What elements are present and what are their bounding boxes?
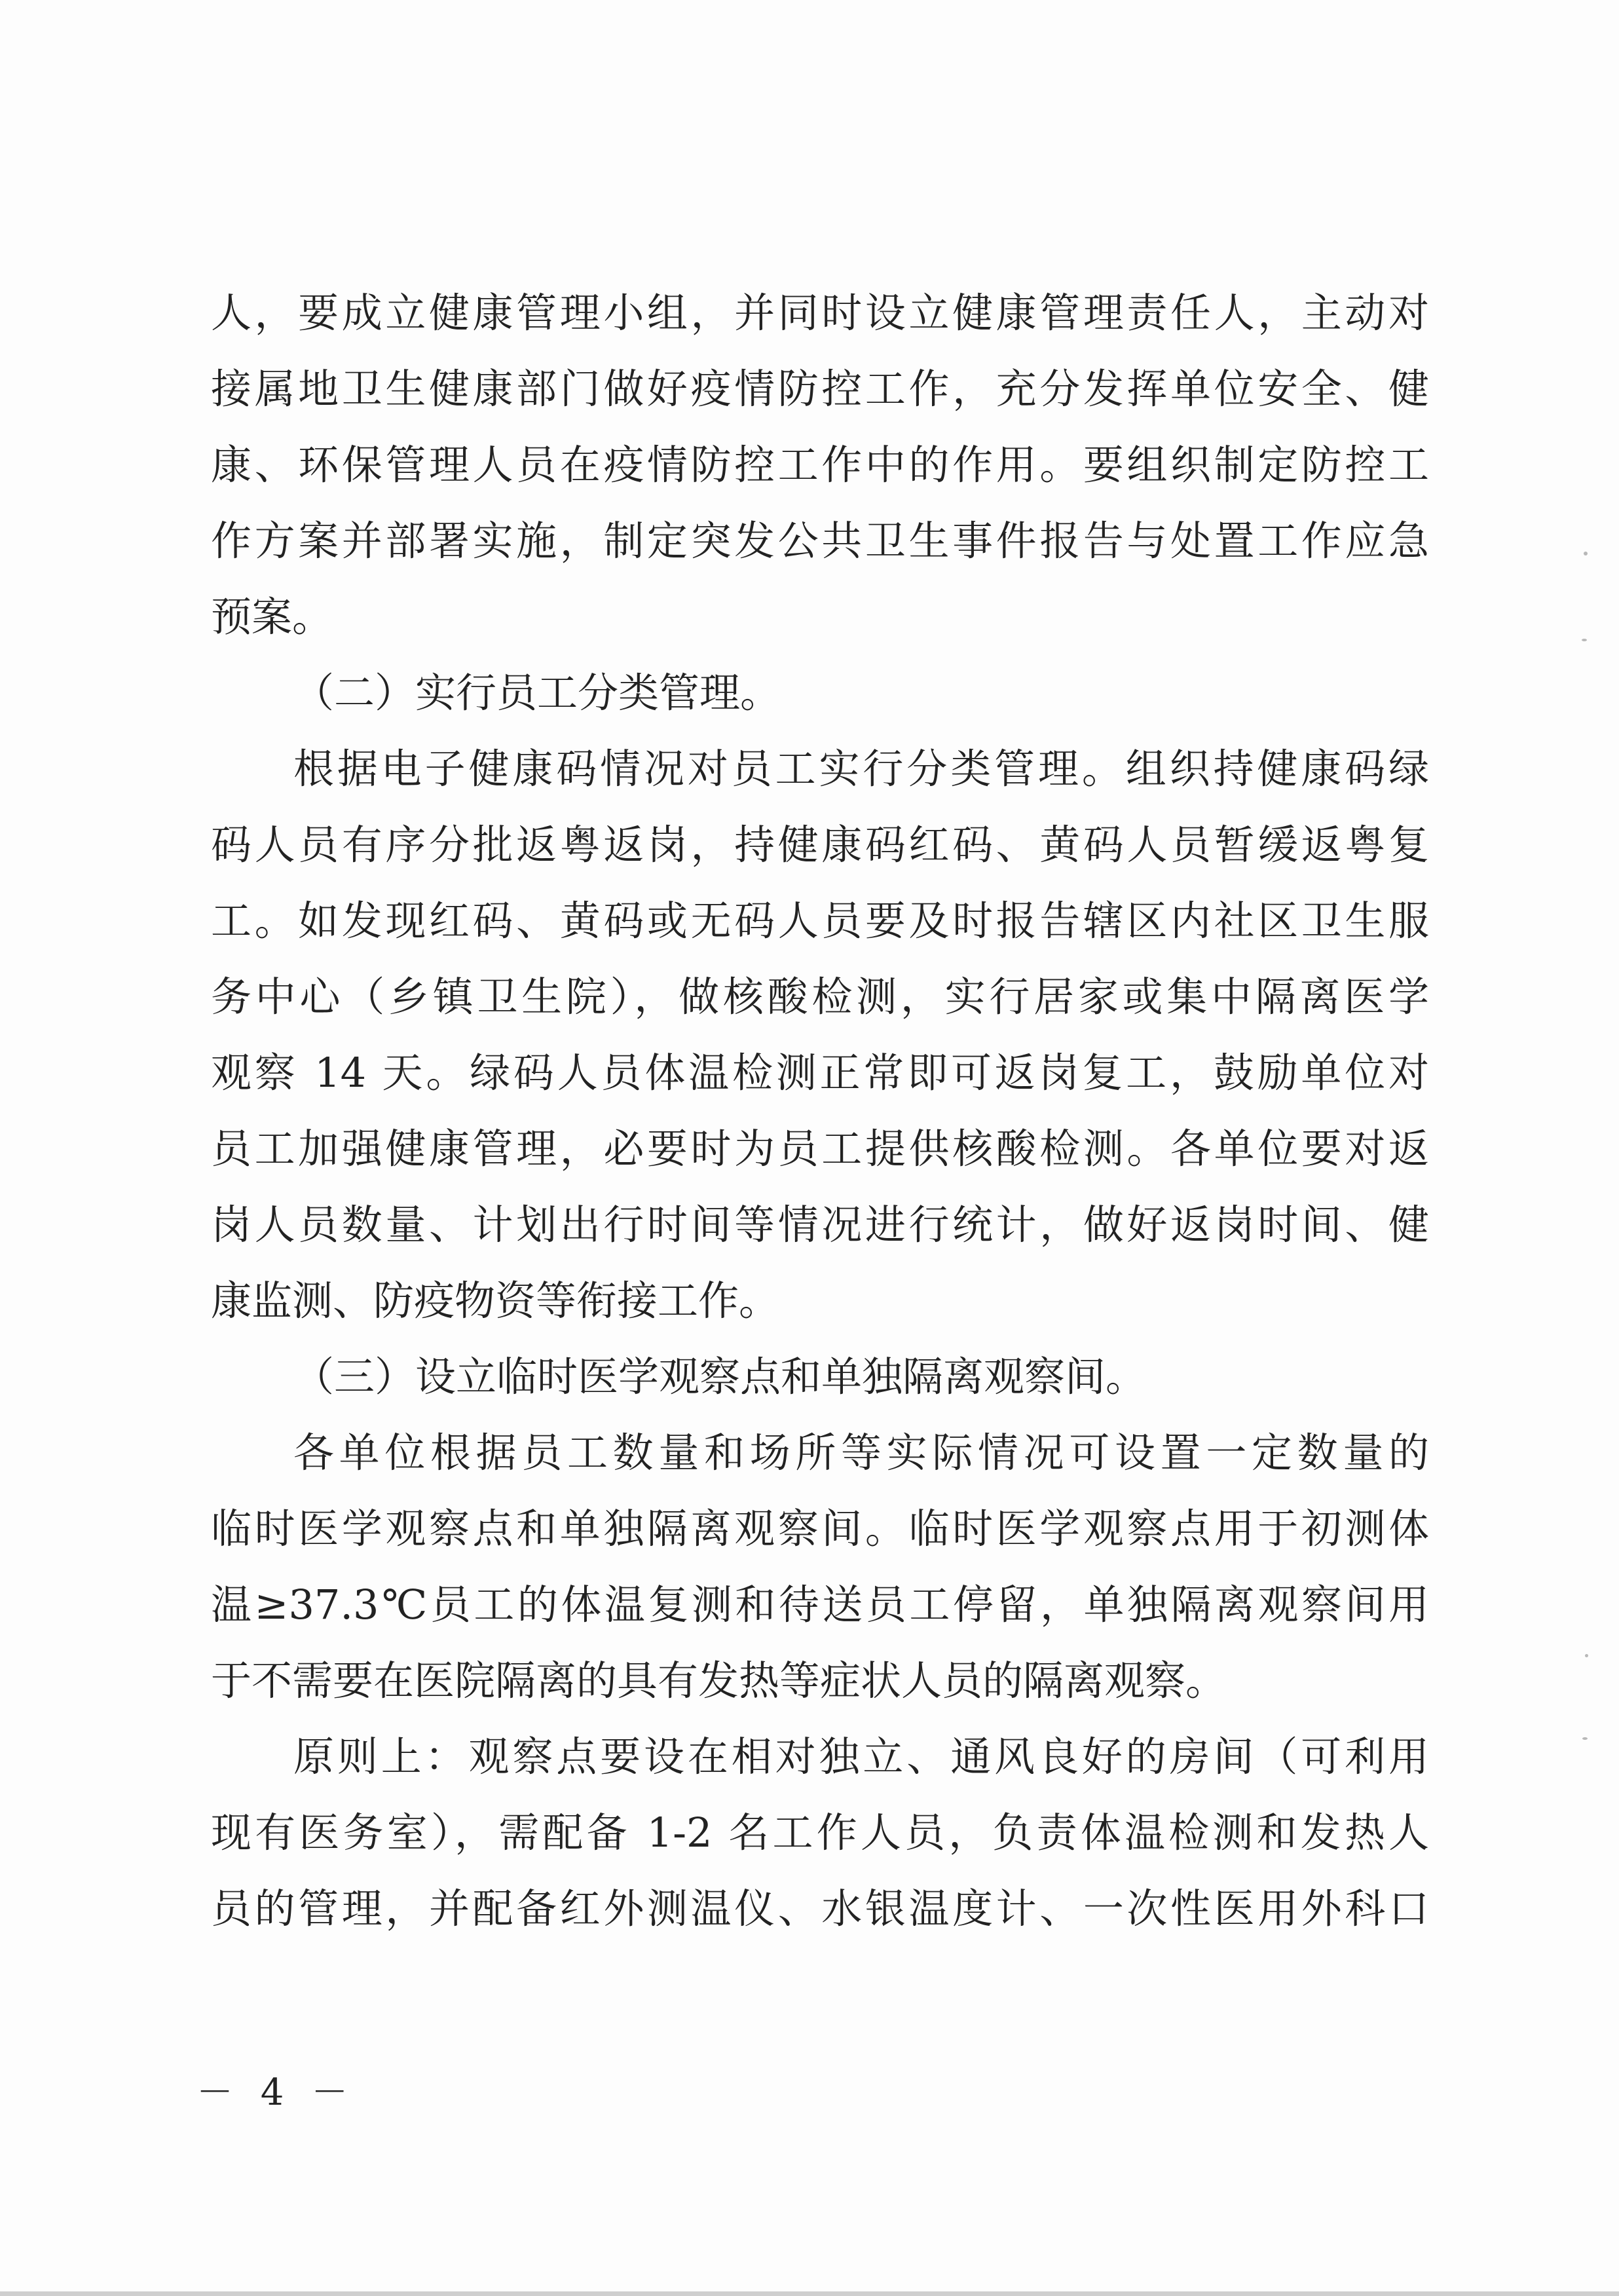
scan-speck: [1582, 639, 1587, 641]
paragraph-line: 根据电子健康码情况对员工实行分类管理。组织持健康码绿: [293, 745, 1429, 793]
paragraph-line: 员的管理，并配备红外测温仪、水银温度计、一次性医用外科口: [211, 1885, 1429, 1932]
paragraph-line: 于不需要在医院隔离的具有发热等症状人员的隔离观察。: [211, 1657, 1227, 1704]
page-number: － 4 －: [196, 2071, 356, 2114]
paragraph-line: 工。如发现红码、黄码或无码人员要及时报告辖区内社区卫生服: [211, 897, 1429, 945]
paragraph-line: 各单位根据员工数量和场所等实际情况可设置一定数量的: [293, 1429, 1429, 1477]
paragraph-line: 岗人员数量、计划出行时间等情况进行统计，做好返岗时间、健: [211, 1201, 1429, 1249]
paragraph-line: 康监测、防疫物资等衔接工作。: [211, 1277, 780, 1325]
scan-speck: [1582, 1737, 1588, 1740]
paragraph-line: 员工加强健康管理，必要时为员工提供核酸检测。各单位要对返: [211, 1125, 1429, 1173]
paragraph-line: 现有医务室），需配备 1-2 名工作人员，负责体温检测和发热人: [211, 1809, 1429, 1856]
paragraph-line: 温≥37.3℃员工的体温复测和待送员工停留，单独隔离观察间用: [211, 1581, 1429, 1628]
paragraph-line: 作方案并部署实施，制定突发公共卫生事件报告与处置工作应急: [211, 517, 1429, 565]
scan-speck: [1584, 552, 1588, 555]
paragraph-line: 人，要成立健康管理小组，并同时设立健康管理责任人，主动对: [211, 289, 1429, 337]
section-heading: （三）设立临时医学观察点和单独隔离观察间。: [293, 1353, 1147, 1401]
section-heading: （二）实行员工分类管理。: [293, 669, 781, 717]
paragraph-line: 码人员有序分批返粤返岗，持健康码红码、黄码人员暂缓返粤复: [211, 821, 1429, 869]
paragraph-line: 务中心（乡镇卫生院），做核酸检测，实行居家或集中隔离医学: [211, 973, 1429, 1021]
paragraph-line: 预案。: [211, 593, 333, 641]
paragraph-line: 临时医学观察点和单独隔离观察间。临时医学观察点用于初测体: [211, 1505, 1429, 1553]
body-text: [211, 275, 1429, 1947]
paragraph-line: 接属地卫生健康部门做好疫情防控工作，充分发挥单位安全、健: [211, 365, 1429, 413]
paragraph-line: 原则上：观察点要设在相对独立、通风良好的房间（可利用: [293, 1733, 1429, 1780]
paragraph-line: 观察 14 天。绿码人员体温检测正常即可返岗复工，鼓励单位对: [211, 1049, 1429, 1097]
paragraph-line: 康、环保管理人员在疫情防控工作中的作用。要组织制定防控工: [211, 441, 1429, 489]
scan-speck: [1585, 1654, 1588, 1657]
scan-bottom-edge: [0, 2291, 1619, 2296]
